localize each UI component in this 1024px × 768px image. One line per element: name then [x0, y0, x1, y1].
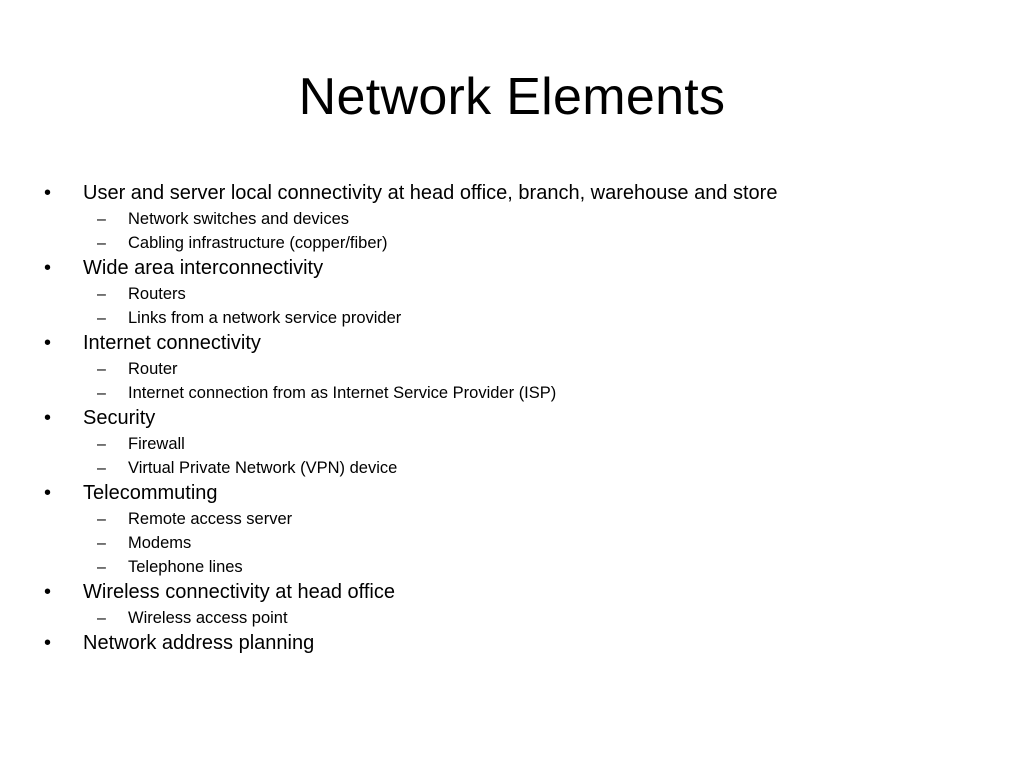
sub-bullet-text: Cabling infrastructure (copper/fiber) [128, 234, 388, 252]
bullet-icon: • [44, 332, 52, 354]
sub-bullet-item [44, 306, 994, 330]
bullet-text: Wide area interconnectivity [83, 257, 324, 279]
sub-bullet-item [44, 207, 994, 231]
sub-bullet-item [44, 606, 994, 630]
sub-bullet-list [44, 282, 994, 330]
sub-bullet-item [44, 456, 994, 480]
sub-bullet-item [44, 282, 994, 306]
bullet-icon: • [44, 407, 52, 429]
bullet-row [44, 255, 994, 282]
bullet-icon: • [44, 581, 52, 603]
bullet-text: Internet connectivity [83, 332, 261, 354]
dash-icon: – [97, 559, 106, 576]
bullet-row [44, 630, 994, 657]
bullet-list [44, 180, 994, 657]
sub-bullet-text: Virtual Private Network (VPN) device [128, 459, 398, 477]
sub-bullet-text: Router [128, 360, 178, 378]
dash-icon: – [97, 460, 106, 477]
bullet-text: Security [83, 407, 156, 429]
sub-bullet-item [44, 555, 994, 579]
sub-bullet-list [44, 606, 994, 630]
dash-icon: – [97, 436, 106, 453]
dash-icon: – [97, 610, 106, 627]
bullet-icon: • [44, 257, 52, 279]
sub-bullet-text: Network switches and devices [128, 210, 350, 228]
bullet-item [44, 630, 994, 657]
bullet-text: Telecommuting [83, 482, 218, 504]
sub-bullet-text: Routers [128, 285, 186, 303]
bullet-item [44, 480, 994, 579]
bullet-item [44, 330, 994, 405]
bullet-icon: • [44, 632, 52, 654]
bullet-row [44, 180, 994, 207]
sub-bullet-list [44, 357, 994, 405]
sub-bullet-item [44, 432, 994, 456]
dash-icon: – [97, 511, 106, 528]
bullet-icon: • [44, 182, 52, 204]
dash-icon: – [97, 310, 106, 327]
sub-bullet-list [44, 507, 994, 579]
bullet-item [44, 405, 994, 480]
sub-bullet-text: Wireless access point [128, 609, 288, 627]
sub-bullet-text: Links from a network service provider [128, 309, 402, 327]
bullet-text: Network address planning [83, 632, 315, 654]
sub-bullet-text: Internet connection from as Internet Service Provider (ISP) [128, 384, 557, 402]
bullet-text: User and server local connectivity at head office, branch, warehouse and store [83, 182, 778, 204]
sub-bullet-item [44, 357, 994, 381]
dash-icon: – [97, 211, 106, 228]
sub-bullet-text: Firewall [128, 435, 185, 453]
bullet-icon: • [44, 482, 52, 504]
dash-icon: – [97, 385, 106, 402]
bullet-row [44, 330, 994, 357]
slide-title: Network Elements [298, 68, 726, 126]
sub-bullet-list [44, 432, 994, 480]
sub-bullet-item [44, 381, 994, 405]
dash-icon: – [97, 361, 106, 378]
sub-bullet-text: Modems [128, 534, 192, 552]
bullet-item [44, 180, 994, 255]
bullet-row [44, 480, 994, 507]
dash-icon: – [97, 535, 106, 552]
sub-bullet-text: Telephone lines [128, 558, 243, 576]
sub-bullet-list [44, 207, 994, 255]
sub-bullet-item [44, 531, 994, 555]
bullet-row [44, 579, 994, 606]
bullet-item [44, 255, 994, 330]
sub-bullet-item [44, 507, 994, 531]
bullet-item [44, 579, 994, 630]
bullet-text: Wireless connectivity at head office [83, 581, 396, 603]
sub-bullet-item [44, 231, 994, 255]
dash-icon: – [97, 286, 106, 303]
bullet-row [44, 405, 994, 432]
sub-bullet-text: Remote access server [128, 510, 293, 528]
dash-icon: – [97, 235, 106, 252]
